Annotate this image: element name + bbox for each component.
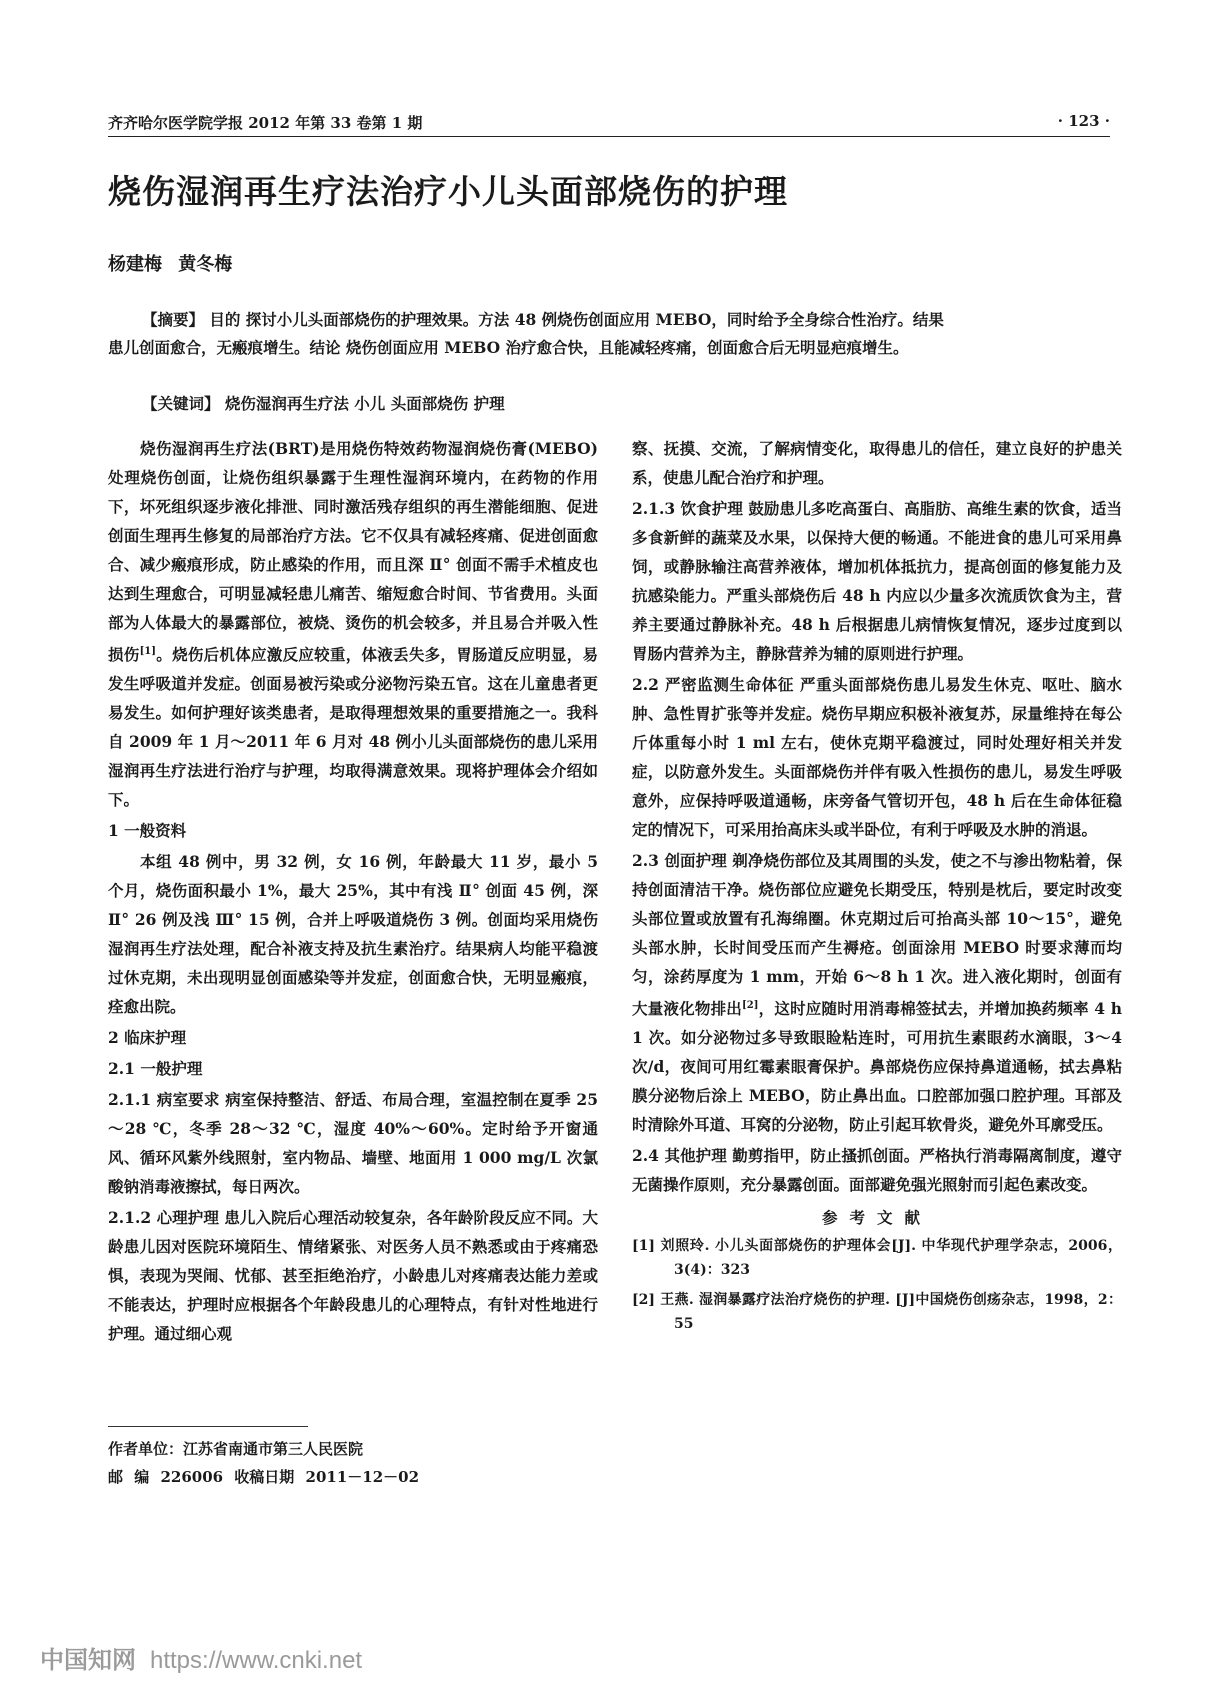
cnki-brand: 中国知网 <box>40 1647 136 1674</box>
reference-1: [1] 刘照玲. 小儿头面部烧伤的护理体会[J]. 中华现代护理学杂志，2006，3(4)：323 <box>632 1238 1122 1279</box>
abstract: 【摘要】 目的 探讨小儿头面部烧伤的护理效果。方法 48 例烧伤创面应用 MEBO，同时给予全身综合性治疗。结果 患儿创面愈合，无瘢痕增生。结论 烧伤创面应用 MEBO 治疗愈合快，且能减轻疼痛，创面愈合后无明显疤痕增生。 <box>108 310 944 357</box>
section-2-2: 2.2 严密监测生命体征 严重头面部烧伤患儿易发生休克、呕吐、脑水肿、急性胃扩张等并发症。烧伤早期应积极补液复苏，尿量维持在每公斤体重每小时 1 ml 左右，使休克期平稳渡过，同时处理好相关并发症，以防意外发生。头面部烧伤并伴有吸入性损伤的患儿，易发生呼吸意外，应保持呼吸道通畅，床旁备气管切开包，48 h 后在生命体征稳定的情况下，可采用抬高床头或半卧位，有利于呼吸及水肿的消退。 <box>632 675 1122 839</box>
cnki-watermark <box>40 1640 362 1675</box>
authors: 杨建梅 黄冬梅 <box>108 254 233 275</box>
journal-header: 齐齐哈尔医学院学报 2012 年第 33 卷第 1 期 <box>108 114 423 132</box>
section-2-1-heading: 2.1 一般护理 <box>108 1059 203 1079</box>
left-column <box>108 434 598 1350</box>
paper-title: 烧伤湿润再生疗法治疗小儿头面部烧伤的护理 <box>108 172 788 211</box>
page-number: · 123 · <box>1057 112 1110 130</box>
cnki-url: https://www.cnki.net <box>150 1647 363 1674</box>
header-rule <box>108 136 1110 137</box>
section-2-3: 2.3 创面护理 剃净烧伤部位及其周围的头发，使之不与渗出物粘着，保持创面清洁干净。烧伤部位应避免长期受压，特别是枕后，要定时改变头部位置或放置有孔海绵圈。休克期过后可抬高头部 10～15°，避免头部水肿，长时间受压而产生褥疮。创面涂用 MEBO 时要求薄而均匀，涂药厚度为 1 mm，开始 6～8 h 1 次。进入液化期时，创面有大量液化物排出[2]，这时应随时用消毒棉签拭去，并增加换药频率 4 h 1 次。如分泌物过多导致眼睑粘连时，可用抗生素眼药水滴眼，3～4 次/d，夜间可用红霉素眼膏保护。鼻部烧伤应保持鼻道通畅，拭去鼻粘膜分泌物后涂上 MEBO，防止鼻出血。口腔部加强口腔护理。耳部及时清除外耳道、耳窝的分泌物，防止引起耳软骨炎，避免外耳廓受压。 <box>632 851 1122 1135</box>
section-1-heading: 1 一般资料 <box>108 821 187 841</box>
postal-date: 邮 编 226006 收稿日期 2011－12－02 <box>108 1468 420 1486</box>
references-heading: 参考文献 <box>821 1208 932 1228</box>
section-2-4: 2.4 其他护理 勤剪指甲，防止搔抓创面。严格执行消毒隔离制度，遵守无菌操作原则，充分暴露创面。面部避免强光照射而引起色素改变。 <box>632 1146 1122 1195</box>
citation-1: [1] <box>139 646 156 657</box>
citation-2: [2] <box>742 1000 759 1011</box>
right-column <box>632 434 1122 1342</box>
section-2-1-2: 2.1.2 心理护理 患儿入院后心理活动较复杂，各年龄阶段反应不同。大龄患儿因对医院环境陌生、情绪紧张、对医务人员不熟悉或由于疼痛恐惧，表现为哭闹、忧郁、甚至拒绝治疗，小龄患儿对疼痛表达能力差或不能表达，护理时应根据各个年龄段患儿的心理特点，有针对性地进行护理。通过细心观 <box>108 1208 598 1344</box>
section-1-text: 本组 48 例中，男 32 例，女 16 例，年龄最大 11 岁，最小 5 个月，烧伤面积最小 1%，最大 25%，其中有浅 Ⅱ° 创面 45 例，深 Ⅱ° 26 例及浅 Ⅲ° 15 例，合并上呼吸道烧伤 3 例。创面均采用烧伤湿润再生疗法处理，配合补液支持及抗生素治疗。结果病人均能平稳渡过休克期，未出现明显创面感染等并发症，创面愈合快，无明显瘢痕，痊愈出院。 <box>108 852 598 1017</box>
section-2-heading: 2 临床护理 <box>108 1028 187 1048</box>
intro-paragraph: 烧伤湿润再生疗法(BRT)是用烧伤特效药物湿润烧伤膏(MEBO)处理烧伤创面，让烧伤组织暴露于生理性湿润环境内，在药物的作用下，坏死组织逐步液化排泄、同时激活残存组织的再生潜能细胞、促进创面生理再生修复的局部治疗方法。它不仅具有减轻疼痛、促进创面愈合、减少瘢痕形成，防止感染的作用，而且深 Ⅱ° 创面不需手术植皮也达到生理愈合，可明显减轻患儿痛苦、缩短愈合时间、节省费用。头面部为人体最大的暴露部位，被烧、烫伤的机会较多，并且易合并吸入性损伤[1]。烧伤后机体应激反应较重，体液丢失多，胃肠道反应明显，易发生呼吸道并发症。创面易被污染或分泌物污染五官。这在儿童患者更易发生。如何护理好该类患者，是取得理想效果的重要措施之一。我科自 2009 年 1 月～2011 年 6 月对 48 例小儿头面部烧伤的患儿采用湿润再生疗法进行治疗与护理，均取得满意效果。现将护理体会介绍如下。 <box>108 439 598 810</box>
section-2-1-2-continued: 察、抚摸、交流，了解病情变化，取得患儿的信任，建立良好的护患关系，使患儿配合治疗和护理。 <box>632 439 1122 487</box>
author-unit: 作者单位：江苏省南通市第三人民医院 <box>108 1440 364 1458</box>
section-2-1-1: 2.1.1 病室要求 病室保持整洁、舒适、布局合理，室温控制在夏季 25～28 ℃，冬季 28～32 ℃，湿度 40%～60%。定时给予开窗通风、循环风紫外线照射，室内物品、墙壁、地面用 1 000 mg/L 次氯酸钠消毒液擦拭，每日两次。 <box>108 1090 598 1197</box>
keywords: 【关键词】 烧伤湿润再生疗法 小儿 头面部烧伤 护理 <box>142 394 505 413</box>
section-2-1-3: 2.1.3 饮食护理 鼓励患儿多吃高蛋白、高脂肪、高维生素的饮食，适当多食新鲜的蔬菜及水果，以保持大便的畅通。不能进食的患儿可采用鼻饲，或静脉输注高营养液体，增加机体抵抗力，提高创面的修复能力及抗感染能力。严重头部烧伤后 48 h 内应以少量多次流质饮食为主，营养主要通过静脉补充。48 h 后根据患儿病情恢复情况，逐步过度到以胃肠内营养为主，静脉营养为辅的原则进行护理。 <box>632 499 1122 663</box>
reference-2: [2] 王燕. 湿润暴露疗法治疗烧伤的护理. [J]中国烧伤创疡杂志，1998，2：55 <box>632 1292 1122 1333</box>
footnote-rule <box>108 1426 308 1427</box>
